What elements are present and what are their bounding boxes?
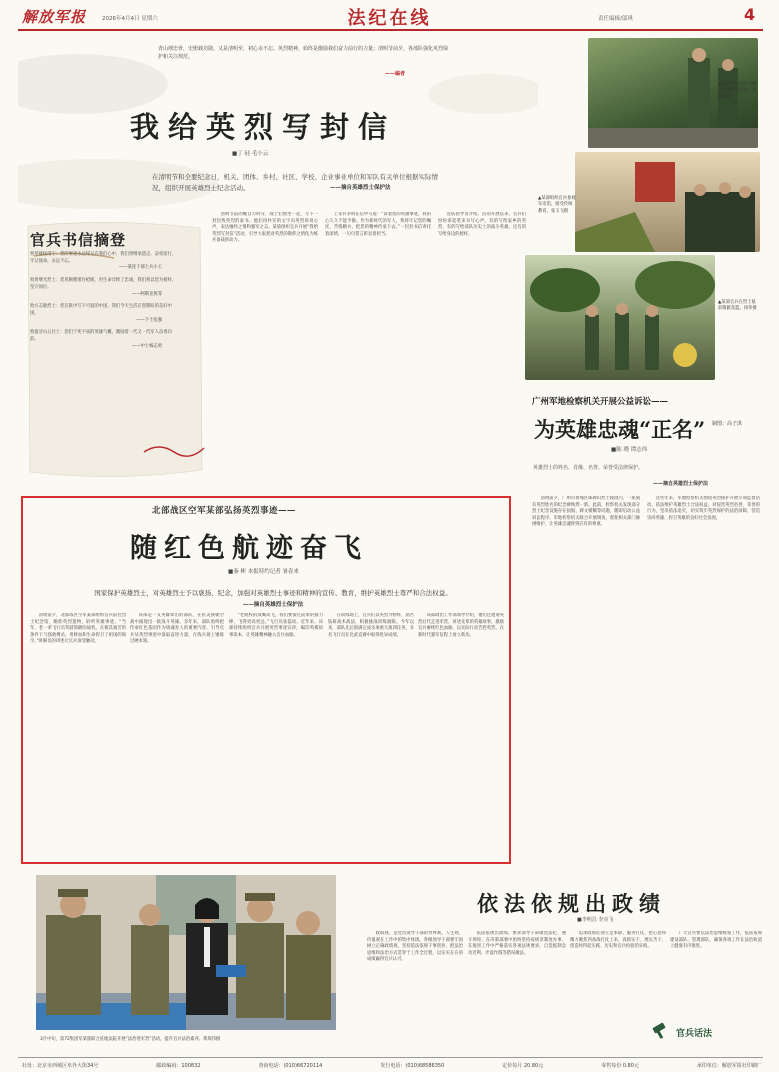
photo-caption: ▲某部组织官兵参观军史馆，接受传统教育。张玉飞摄	[538, 196, 576, 214]
lead-source-letters: ——摘自英雄烈士保护法	[330, 185, 391, 191]
headline-law: 依法依规出政绩	[477, 891, 666, 916]
article-column: 这些年来，军地检察机关围绕英烈保护开展专项监督活动，依法维护英雄烈士合法权益。对侵害英烈名誉、荣誉的行为，坚决依法追究，切实筑牢英烈保护的法治屏障，营造崇尚英雄、捍卫英雄的良好社会氛围。	[647, 496, 760, 521]
column-badge: 官兵话法	[676, 1029, 713, 1039]
photo-caption-legal: 3月中旬，第72集团军某旅联合驻地法院开展“法治进军营”活动，提升官兵法治素养。黄琛伟摄	[40, 1037, 221, 1042]
footer-distribution: 发行电话：(010)68586350	[380, 1063, 445, 1069]
byline-letters: ■丁 硅 毛小云	[232, 151, 269, 157]
photo-caption: ▲某部官兵在烈士墓前敬献花篮。徐伟摄	[718, 300, 757, 312]
excerpt-item: 致黄继光烈士：您用胸膛堵住枪眼，用生命诠释了忠诚，我们将以您为榜样，坚守岗位。 ——阿斯克班等	[30, 278, 177, 297]
photo-wreath-laying	[525, 255, 715, 380]
article-column: “老航校的战鹰高飞，我们要接过前辈的接力棒，飞得更高更远。”飞行员张磊说。近年来，该部持续组织官兵开展英烈事迹宣讲，编印英模故事读本，让英雄精神融入官兵血脉。	[229, 613, 323, 638]
article-column: 在训练场上，官兵们以英烈为榜样，刻苦钻研战术战法，积极挑战训练极限。今年以来，部队先后圆满完成多项重大演训任务，多名飞行员在比武竞赛中取得优异成绩。	[328, 613, 414, 638]
article-column: 清明节前的晚自习时分，战士们围坐一起，写下一封封致英烈的家书。他们用朴实的文字向英烈诉说心声，表达缅怀之情和强军之志。某旅组织官兵开展“我给英烈写封信”活动，引导大家把对英烈的敬仰之情化为练兵备战的动力。	[212, 212, 318, 244]
article-column: 连队指导员介绍，活动开展以来，官兵们纷纷拿起笔来书写心声，有的写给家乡的英烈，有的写给部队历史上的战斗英雄，还有的写给身边的榜样。	[438, 212, 526, 237]
photo-caption: ▲某部官兵在烈士陵园开展祭扫活动。朱晓磊摄	[718, 82, 757, 100]
article-column: 追求政绩必须立足本职、服务打仗，把心思和精力聚焦到备战打仗上来，真抓实干、埋头苦干，创造经得起实践、历史和官兵检验的实绩。	[570, 931, 666, 950]
footer	[22, 1062, 762, 1069]
excerpt-item: 致英雄杨靖宇：您的事迹永远铭记在我们心中，我们将继承遗志，奋勇前行，牢记使命，永远不忘。 ——某连干部士兵小王	[30, 252, 177, 271]
lead-flight: 国家保护英雄烈士，对英雄烈士予以褒扬、纪念，加强对英雄烈士事迹和精神的宣传、教育，维护英雄烈士尊严和合法权益。——摘自英雄烈士保护法	[94, 589, 452, 608]
gavel-icon	[650, 1022, 672, 1040]
letter-excerpts-title: 官兵书信摘登	[30, 231, 127, 249]
article-column: 该部是一支英雄辈出的部队，在抗美援朝空战中涌现出一批战斗英雄。多年来，部队始终把传承红色基因作为铸魂育人的重要内容，引导官兵从英烈事迹中汲取奋进力量，在练兵场上锤炼过硬本领。	[130, 613, 224, 645]
header-rule	[18, 29, 763, 31]
footer-phone: 查询电话：(010)66720114	[258, 1063, 323, 1069]
article-column: 上等兵李明在信中写道：“读着您的英雄事迹，我的心久久不能平静。作为新时代的军人，我将牢记您的嘱托，苦练精兵，把您的精神传承下去。”一封封书信寄托着深情，一句句誓言彰显着担当。	[325, 212, 431, 237]
byline-guangzhou: ■陈 晓 谭志伟	[611, 447, 648, 453]
article-column: 广大官兵要以法治思维统领工作，依法依规建设部队、管理部队，确保各项工作在法治轨道上健康有序推进。	[670, 931, 762, 950]
letter-excerpts	[30, 252, 180, 477]
footer-retail-price: 零售每份 0.80元	[601, 1063, 639, 1069]
photo-credit: 制图：高子淇	[712, 421, 743, 427]
headline-letters: 我给英烈写封信	[130, 110, 397, 144]
page-number: 4	[744, 5, 756, 24]
photo-legal-education	[36, 875, 336, 1030]
article-column: 该部政治工作部领导介绍，他们还邀请英烈后代走进军营，讲述先辈的英雄故事，激励官兵赓续红色血脉，以实际行动告慰英烈，在新时代强军征程上再立新功。	[418, 613, 504, 638]
article-column: 依法依规出政绩，要求领导干部敬畏法纪、遵守规矩，在决策部署中始终坚持按规章制度办事，在推进工作中严格落实各项法规要求，自觉抵制急功近利、弄虚作假等错误做法。	[468, 931, 566, 956]
issue-date: 2026年4月4日 星期六	[102, 16, 158, 22]
subheadline-flight: 北部战区空军某部弘扬英烈事迹——	[152, 506, 297, 516]
excerpt-item: 致狼牙山五壮士：您们宁死不屈的英雄气概，激励着一代又一代军人奋勇向前。 ——中士杨志勇	[30, 330, 172, 349]
lead-guangzhou: 英雄烈士的姓名、肖像、名誉、荣誉受法律保护。	[533, 465, 644, 471]
footer-rule	[18, 1057, 763, 1058]
footer-monthly-price: 定价每月 20.80元	[502, 1063, 544, 1069]
page-editor: 责任编辑/邬琪	[598, 16, 633, 22]
lead-letters: 在清明节和全要纪念日，机关、团体、乡村、社区、学校、企业事业单位和军队有关单位根据实际情况，组织开展英雄烈士纪念活动。	[152, 173, 438, 192]
article-column: 清明前夕，广州市黄埔区珠碑山烈士陵园内，一座刻有英烈姓名的纪念碑焕然一新。此前，检察机关发现部分烈士纪念设施存在损毁、碑文模糊等问题，随即启动公益诉讼程序。军地检察机关联合开展调查，督促相关部门修缮维护，让英雄忠魂得到应有的尊重。	[532, 496, 640, 528]
lead-source-guangzhou: ——摘自英雄烈士保护法	[653, 481, 709, 487]
intro-author: ——编者	[385, 71, 406, 77]
headline-guangzhou: 为英雄忠魂“正名”	[534, 417, 706, 442]
footer-postcode: 邮政编码：100832	[156, 1063, 201, 1069]
lead-source-flight: ——摘自英雄烈士保护法	[242, 602, 304, 608]
photo-museum-visit	[575, 152, 760, 252]
section-title: 法纪在线	[347, 8, 432, 29]
article-column: 政绩观，是党员领导干部的世界观、人生观、价值观在工作中的集中体现。各级领导干部要牢固树立正确政绩观，坚持依法依规干事创业，把法治思维和法治方式贯穿于工作全过程，以实实在在的成绩赢得官兵认可。	[367, 931, 463, 963]
intro-poem: 青山埋忠骨，史册载功勋。又是清明至，初心永不忘。英烈精神，始终是激励我们奋力前行的力量；清明节前夕，各部队强化英烈保护和关注规范。	[158, 46, 449, 60]
subheadline-guangzhou: 广州军地检察机关开展公益诉讼——	[532, 397, 669, 407]
headline-flight: 随红色航迹奋飞	[130, 533, 368, 564]
article-column: 清明前夕，北部战区空军某部组织官兵前往烈士纪念馆，瞻仰英烈遗物，聆听英雄事迹。“当年，老一辈飞行员驾驶简陋的战机，在极其艰苦的条件下与强敌搏杀，用鲜血和生命捍卫了祖国的领空。”讲解员的讲述让官兵深受触动。	[30, 613, 126, 645]
byline-law: ■李明昌 李亮飞	[577, 917, 614, 923]
footer-address: 社址：北京市西城区阜外大街34号	[22, 1063, 99, 1069]
excerpt-item: 致方志敏烈士：您在狱中写下可爱的中国，我们今天生活在您期盼的美好中国。 ——下士张强	[30, 304, 172, 323]
footer-printer: 承印单位：解放军报社印刷厂	[696, 1063, 762, 1069]
masthead: 解放军报	[22, 8, 87, 26]
byline-flight: ■秦 彬 本报特约记者 暑春来	[228, 569, 299, 575]
